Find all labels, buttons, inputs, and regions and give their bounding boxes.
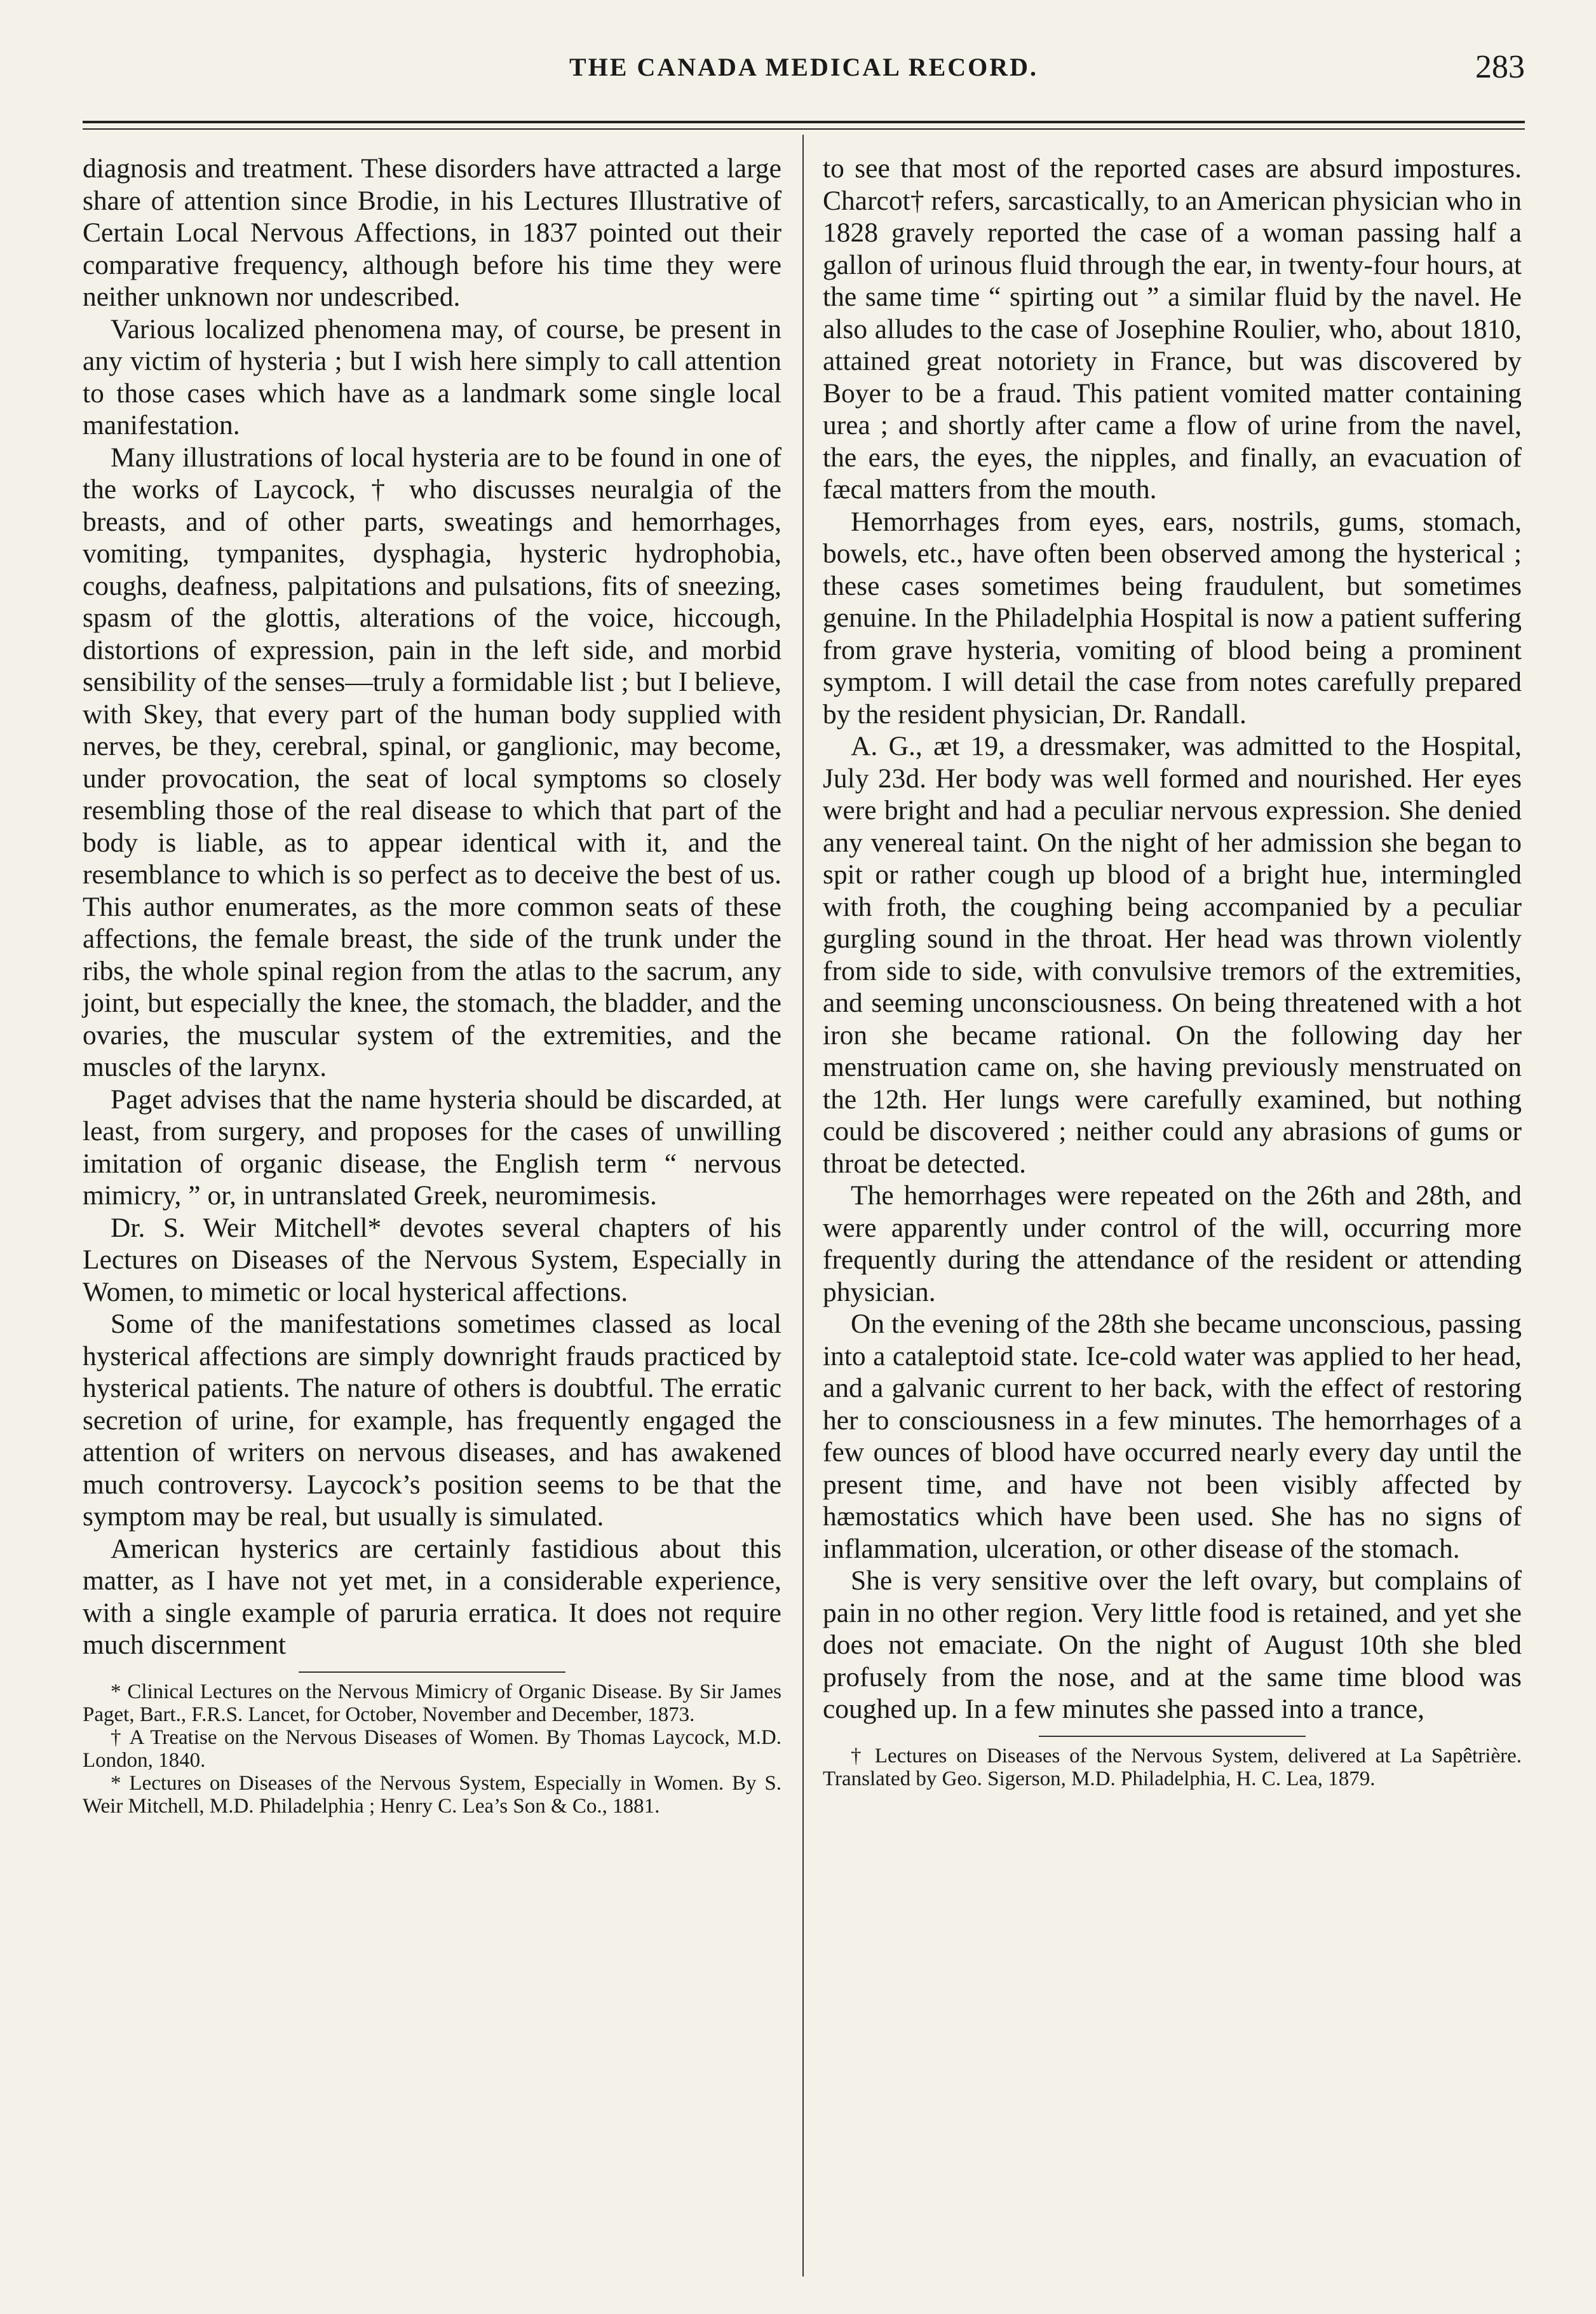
footnote: * Lectures on Diseases of the Nervous System, Especially in Women. By S. Weir Mitchell, M.D. Philadelphia ; Henry C. Lea’s Son & Co., 1881. (83, 1771, 781, 1818)
footnote-rule (299, 1671, 565, 1673)
paragraph: Hemorrhages from eyes, ears, nostrils, gums, stomach, bowels, etc., have often been observed among the hysterical ; these cases sometimes being fraudulent, but sometimes genuine. In the Philadelphia Hospital is now a patient suffering from grave hysteria, vomiting of blood being a prominent symptom. I will detail the case from notes carefully prepared by the resident physician, Dr. Randall. (823, 506, 1522, 730)
column-divider (802, 135, 804, 2277)
footnote: * Clinical Lectures on the Nervous Mimicry of Organic Disease. By Sir James Paget, Bart., F.R.S. Lancet, for October, November and December, 1873. (83, 1680, 781, 1726)
header-rule-thin (83, 128, 1525, 130)
footnote: † A Treatise on the Nervous Diseases of Women. By Thomas Laycock, M.D. London, 1840. (83, 1725, 781, 1772)
footnotes (83, 1680, 781, 1818)
paragraph: Paget advises that the name hysteria should be discarded, at least, from surgery, and proposes for the cases of unwilling imitation of organic disease, the English term “ nervous mimicry, ” or, in untranslated Greek, neuromimesis. (83, 1084, 781, 1211)
paragraph: diagnosis and treatment. These disorders have attracted a large share of attention since Brodie, in his Lectures Illustrative of Certain Local Nervous Affections, in 1837 pointed out their comparative frequency, although before his time they were neither unknown nor undescribed. (83, 153, 781, 312)
footnote: † Lectures on Diseases of the Nervous System, delivered at La Sapêtrière. Translated by Geo. Sigerson, M.D. Philadelphia, H. C. Lea, 1879. (823, 1744, 1522, 1790)
paragraph: Some of the manifestations sometimes classed as local hysterical affections are simply downright frauds practiced by hysterical patients. The nature of others is doubtful. The erratic secretion of urine, for example, has frequently engaged the attention of writers on nervous diseases, and has awakened much controversy. Laycock’s position seems to be that the symptom may be real, but usually is simulated. (83, 1309, 781, 1532)
page-number: 283 (1475, 49, 1525, 85)
footnotes (823, 1745, 1522, 1790)
right-column (823, 153, 1522, 1790)
paragraph: Dr. S. Weir Mitchell* devotes several chapters of his Lectures on Diseases of the Nervous System, Especially in Women, to mimetic or local hysterical affections. (83, 1212, 781, 1307)
paragraph: The hemorrhages were repeated on the 26th and 28th, and were apparently under control of the will, occurring more frequently during the attendance of the resident or attending physician. (823, 1180, 1522, 1307)
paragraph: A. G., æt 19, a dressmaker, was admitted to the Hospital, July 23d. Her body was well formed and nourished. Her eyes were bright and had a peculiar nervous expression. She denied any venereal taint. On the night of her admission she began to spit or rather cough up blood of a bright hue, intermingled with froth, the coughing being accompanied by a peculiar gurgling sound in the throat. Her head was thrown violently from side to side, with convulsive tremors of the extremities, and seeming unconsciousness. On being threatened with a hot iron she became rational. On the following day her menstruation came on, she having previously menstruated on the 12th. Her lungs were carefully examined, but nothing could be discovered ; neither could any abrasions of gums or throat be detected. (823, 731, 1522, 1179)
paragraph: Many illustrations of local hysteria are to be found in one of the works of Laycock, † who discusses neuralgia of the breasts, and of other parts, sweatings and hemorrhages, vomiting, tympanites, dysphagia, hysteric hydrophobia, coughs, deafness, palpitations and pulsations, fits of sneezing, spasm of the glottis, alterations of the voice, hiccough, distortions of expression, pain in the left side, and morbid sensibility of the senses—truly a formidable list ; but I believe, with Skey, that every part of the human body supplied with nerves, be they, cerebral, spinal, or ganglionic, may become, under provocation, the seat of local symptoms so closely resembling those of the real disease to which that part of the body is liable, as to appear identical with it, and the resemblance to which is so perfect as to deceive the best of us. This author enumerates, as the more common seats of these affections, the female breast, the side of the trunk under the ribs, the whole spinal region from the atlas to the sacrum, any joint, but especially the knee, the stomach, the bladder, and the ovaries, the muscular system of the extremities, and the muscles of the larynx. (83, 442, 781, 1082)
paragraph: Various localized phenomena may, of course, be present in any victim of hysteria ; but I wish here simply to call attention to those cases which have as a landmark some single local manifestation. (83, 313, 781, 440)
journal-title: THE CANADA MEDICAL RECORD. (569, 53, 1039, 81)
page-header (83, 49, 1525, 103)
paragraph: On the evening of the 28th she became unconscious, passing into a cataleptoid state. Ice-cold water was applied to her head, and a galvanic current to her back, with the effect of restoring her to consciousness in a few minutes. The hemorrhages of a few ounces of blood have occurred nearly every day until the present time, and have not been visibly affected by hæmostatics which have been used. She has no signs of inflammation, ulceration, or other disease of the stomach. (823, 1309, 1522, 1564)
paragraph: She is very sensitive over the left ovary, but complains of pain in no other region. Very little food is retained, and yet she does not emaciate. On the night of August 10th she bled profusely from the nose, and at the same time blood was coughed up. In a few minutes she passed into a trance, (823, 1565, 1522, 1724)
left-column (83, 153, 781, 1818)
footnote-rule (1039, 1736, 1306, 1737)
paragraph: to see that most of the reported cases are absurd impostures. Charcot† refers, sarcastically, to an American physician who in 1828 gravely reported the case of a woman passing half a gallon of urinous fluid through the ear, in twenty-four hours, at the same time “ spirting out ” a similar fluid by the navel. He also alludes to the case of Josephine Roulier, who, about 1810, attained great notoriety in France, but was discovered by Boyer to be a fraud. This patient vomited matter containing urea ; and shortly after came a flow of urine from the navel, the ears, the eyes, the nipples, and finally, an evacuation of fæcal matters from the mouth. (823, 153, 1522, 505)
header-rule (83, 121, 1525, 123)
paragraph: American hysterics are certainly fastidious about this matter, as I have not yet met, in a considerable experience, with a single example of paruria erratica. It does not require much discernment (83, 1533, 781, 1660)
